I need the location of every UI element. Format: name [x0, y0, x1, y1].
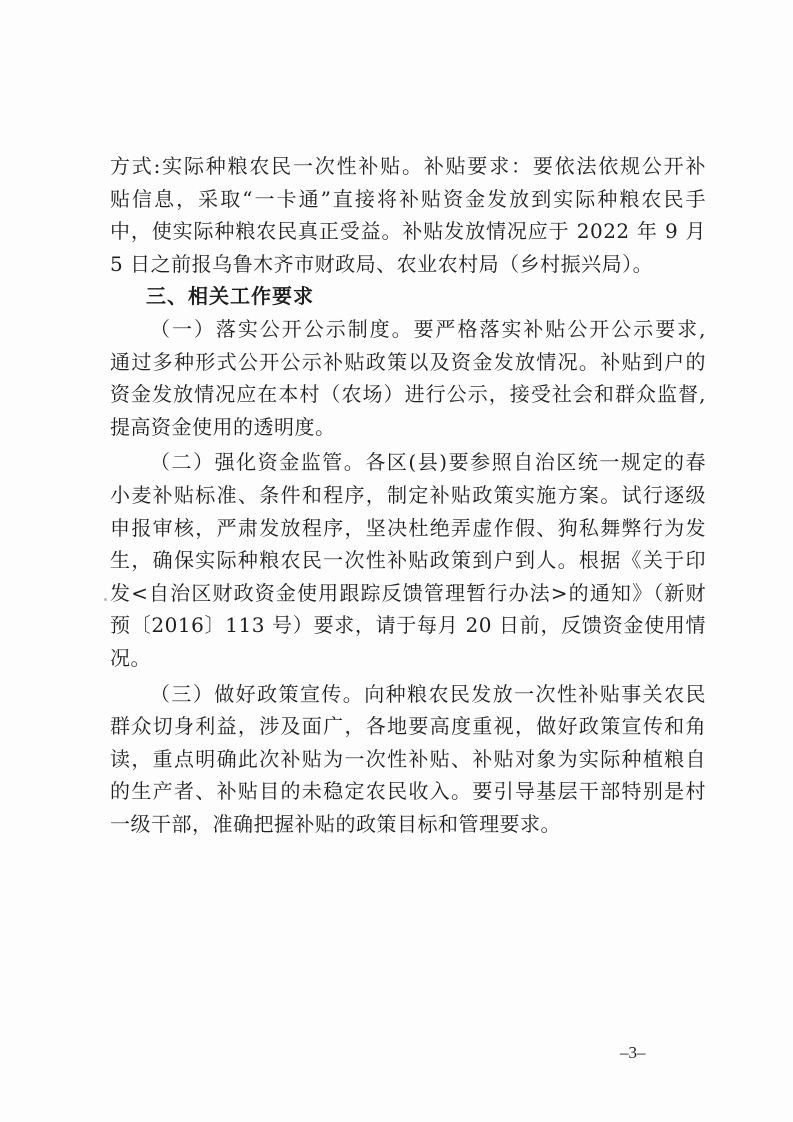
paragraph-line: （一）落实公开公示制度。要严格落实补贴公开公示要求, — [150, 316, 706, 341]
paragraph-line: 预〔2016〕113 号）要求，请于每月 20 日前，反馈资金使用情 — [110, 613, 706, 638]
paragraph-line: 小麦补贴标准、条件和程序，制定补贴政策实施方案。试行逐级 — [110, 482, 706, 507]
paragraph-line: 群众切身利益，涉及面广，各地要高度重视，做好政策宣传和角 — [110, 714, 706, 739]
paragraph-line: 生，确保实际种粮农民一次性补贴政策到户到人。根据《关于印 — [110, 548, 706, 573]
paragraph-line: 申报审核，严肃发放程序，坚决杜绝弄虚作假、狗私舞弊行为发 — [110, 515, 706, 540]
paragraph-line: 况。 — [110, 645, 151, 670]
page-number: –3– — [620, 1043, 646, 1062]
document-body — [110, 150, 706, 840]
section-heading: 三、相关工作要求 — [146, 284, 314, 309]
paragraph-line: 发<自治区财政资金使用跟踪反馈管理暂行办法>的通知》（新财 — [110, 580, 706, 605]
paragraph-line: 资金发放情况应在本村（农场）进行公示，接受社会和群众监督, — [110, 382, 706, 407]
text-line: 方式:实际种粮农民一次性补贴。补贴要求：要依法依规公开补 — [110, 154, 706, 178]
paragraph-line: （二）强化资金监管。各区(县)要参照自治区统一规定的春 — [150, 450, 706, 475]
paragraph-line: 读，重点明确此次补贴为一次性补贴、补贴对象为实际种植粮自 — [110, 746, 706, 771]
paragraph-line: 的生产者、补贴目的未稳定农民收入。要引导基层干部特别是村 — [110, 779, 706, 804]
paragraph-line: 提高资金使用的透明度。 — [110, 414, 336, 439]
paragraph-line: （三）做好政策宣传。向种粮农民发放一次性补贴事关农民 — [150, 681, 706, 706]
paragraph-line: 通过多种形式公开公示补贴政策以及资金发放情况。补贴到户的 — [110, 349, 706, 374]
text-line: 5 日之前报乌鲁木齐市财政局、农业农村局（乡村振兴局）。 — [110, 251, 654, 276]
paragraph-line: 一级干部，准确把握补贴的政策目标和管理要求。 — [110, 811, 561, 836]
text-line: 贴信息，采取“一卡通”直接将补贴资金发放到实际种粮农民手 — [110, 186, 706, 211]
text-line: 中，使实际种粮农民真正受益。补贴发放情况应于 2022 年 9 月 — [110, 219, 706, 244]
scan-speck — [104, 598, 107, 601]
